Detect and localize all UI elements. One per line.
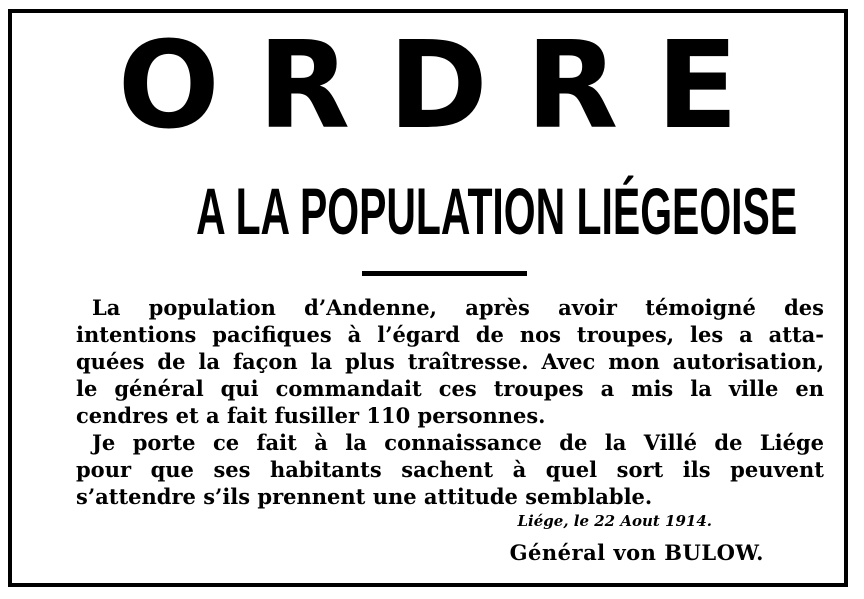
poster xyxy=(8,9,848,587)
text-line: s’attendre s’ils prennent une attitude semblable. xyxy=(76,484,653,509)
divider-rule xyxy=(362,271,527,276)
dateline: Liége, le 22 Aout 1914. xyxy=(517,512,712,530)
poster-title: ORDRE xyxy=(117,17,777,156)
text-line: pour que ses habitants sachent à quel sort ils peuvent xyxy=(76,457,824,482)
text-line: le général qui commandait ces troupes a mis la ville en xyxy=(76,376,824,401)
poster-subtitle-text: A LA POPULATION LIÉGEOISE xyxy=(196,174,798,248)
poster-subtitle xyxy=(12,165,844,257)
text-line: intentions pacifiques à l’égard de nos troupes, les a atta- xyxy=(76,322,824,347)
text-line: quées de la façon la plus traîtresse. Avec mon autorisation, xyxy=(76,349,824,374)
order-body xyxy=(76,294,824,510)
paragraph-2 xyxy=(76,429,824,510)
signature: Général von BULOW. xyxy=(509,540,764,565)
paragraph-1 xyxy=(76,294,824,429)
text-line: cendres et a fait fusiller 110 personnes. xyxy=(76,403,546,428)
text-line: Je porte ce fait à la connaissance de la Villé de Liége xyxy=(92,430,824,455)
text-line: La population d’Andenne, après avoir témoigné des xyxy=(92,295,824,320)
